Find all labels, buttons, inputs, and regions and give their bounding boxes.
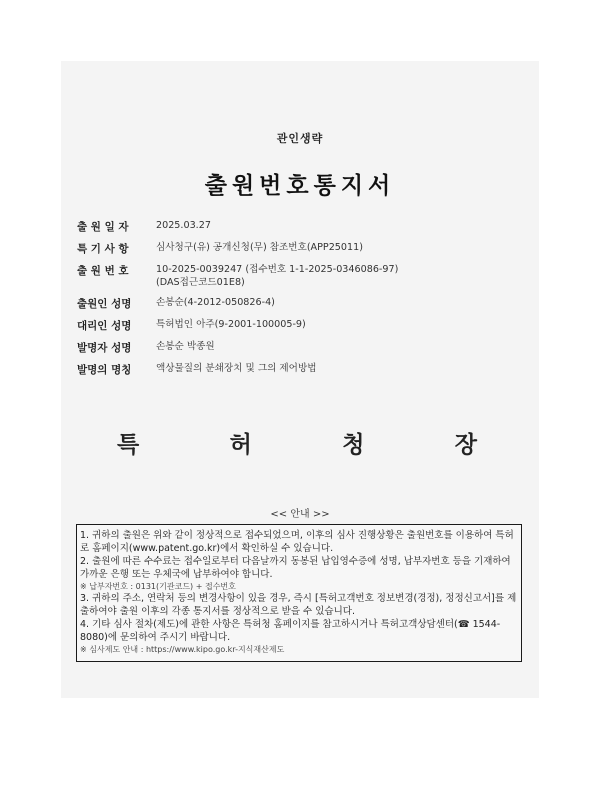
- field-label: 특 기 사 항: [77, 243, 129, 255]
- seal-omitted-text: 관인생략: [276, 132, 324, 145]
- application-number-line: 10-2025-0039247 (접수번호 1-1-2025-0346086-97): [156, 264, 399, 275]
- notice-item-3: 3. 귀하의 주소, 연락처 등의 변경사항이 있을 경우, 즉시 [특허고객번호 정보변경(경정), 정정신고서]를 제출하여야 출원 이후의 각종 통지서를 정상적으로 받을 수 있습니다.: [80, 593, 517, 617]
- field-inventors: [77, 340, 527, 355]
- notice-heading: << 안내 >>: [270, 509, 330, 520]
- field-label: 출 원 일 자: [77, 221, 129, 233]
- issuer-char: 허: [229, 432, 252, 458]
- field-filing-date: [77, 219, 527, 234]
- notice-document: [61, 61, 539, 698]
- application-fields: [77, 219, 527, 384]
- notice-item-4: 4. 기타 심사 절차(제도)에 관한 사항은 특허청 홈페이지를 참고하시거나 특허고객상담센터(☎ 1544-8080)에 문의하여 주시기 바랍니다.: [80, 619, 501, 643]
- field-label: 대리인 성명: [77, 320, 132, 332]
- notice-item-2: 2. 출원에 따른 수수료는 접수일로부터 다음날까지 동봉된 납입영수증에 성명, 납부자번호 등을 기재하여 가까운 은행 또는 우체국에 납부하여야 합니다.: [80, 556, 511, 580]
- commissioner-signature: [117, 426, 477, 459]
- field-invention-title: [77, 362, 527, 377]
- field-label: 출 원 번 호: [77, 265, 129, 277]
- notice-box: [76, 524, 522, 662]
- notice-item-1: 1. 귀하의 출원은 위와 같이 정상적으로 접수되었으며, 이후의 심사 진행상황은 출원번호를 이용하여 특허로 홈페이지(www.patent.go.kr)에서 확인하실 수 있습니다.: [80, 530, 514, 554]
- issuer-char: 청: [342, 432, 365, 458]
- field-label: 발명자 성명: [77, 342, 132, 354]
- field-value: 손봉순(4-2012-050826-4): [156, 297, 275, 308]
- field-special-notes: [77, 241, 527, 256]
- field-label: 출원인 성명: [77, 298, 132, 310]
- field-value: 손봉순 박종원: [156, 341, 215, 352]
- field-value: 특허법인 아주(9-2001-100005-9): [156, 319, 306, 330]
- field-value: 2025.03.27: [156, 220, 211, 231]
- field-applicant: [77, 296, 527, 311]
- issuer-char: 특: [117, 432, 140, 458]
- payer-number-note: ※ 납부자번호 : 0131(기관코드) + 접수번호: [80, 582, 236, 591]
- exam-system-note: ※ 심사제도 안내 : https://www.kipo.go.kr-지식재산제도: [80, 645, 285, 654]
- field-value: 심사청구(유) 공개신청(무) 참조번호(APP25011): [156, 242, 363, 253]
- field-value: 액상물질의 분쇄장치 및 그의 제어방법: [156, 363, 317, 374]
- field-value: [156, 263, 398, 289]
- field-label: 발명의 명칭: [77, 364, 132, 376]
- field-application-number: [77, 263, 527, 289]
- document-title: 출원번호통지서: [204, 173, 396, 199]
- field-agent: [77, 318, 527, 333]
- issuer-char: 장: [454, 432, 477, 458]
- access-code-line: (DAS접근코드01E8): [156, 277, 245, 288]
